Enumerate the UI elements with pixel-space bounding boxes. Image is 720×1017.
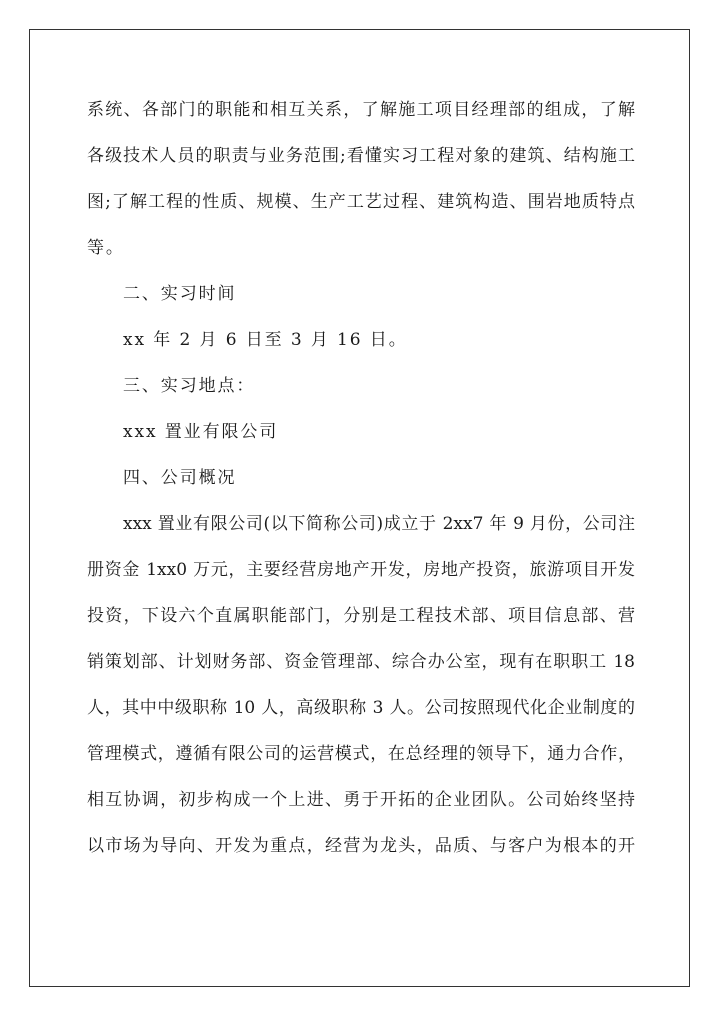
paragraph-line: xx 年 2 月 6 日至 3 月 16 日。 [123,330,408,350]
section-heading: 三、实习地点： [123,376,256,396]
paragraph-line: 以市场为导向、开发为重点，经营为龙头，品质、与客户为根本的开 [87,836,635,856]
paragraph-line: 册资金 1xx0 万元，主要经营房地产开发，房地产投资，旅游项目开发 [87,560,635,580]
section-heading: 四、公司概况 [123,468,237,488]
paragraph-line: xxx 置业有限公司 [123,422,279,442]
paragraph-line: 销策划部、计划财务部、资金管理部、综合办公室，现有在职职工 18 [87,652,635,672]
paragraph-line: xxx 置业有限公司(以下简称公司)成立于 2xx7 年 9 月份，公司注 [123,514,635,534]
paragraph-line: 各级技术人员的职责与业务范围;看懂实习工程对象的建筑、结构施工 [87,146,635,166]
paragraph-line: 等。 [87,238,125,258]
paragraph-line: 图;了解工程的性质、规模、生产工艺过程、建筑构造、围岩地质特点 [87,192,635,212]
paragraph-line: 相互协调，初步构成一个上进、勇于开拓的企业团队。公司始终坚持 [87,790,635,810]
paragraph-line: 投资，下设六个直属职能部门，分别是工程技术部、项目信息部、营 [87,606,635,626]
paragraph-line: 系统、各部门的职能和相互关系，了解施工项目经理部的组成，了解 [87,100,635,120]
paragraph-line: 管理模式，遵循有限公司的运营模式，在总经理的领导下，通力合作， [87,744,635,764]
paragraph-line: 人，其中中级职称 10 人，高级职称 3 人。公司按照现代化企业制度的 [87,698,635,718]
section-heading: 二、实习时间 [123,284,237,304]
document-body [87,87,635,869]
